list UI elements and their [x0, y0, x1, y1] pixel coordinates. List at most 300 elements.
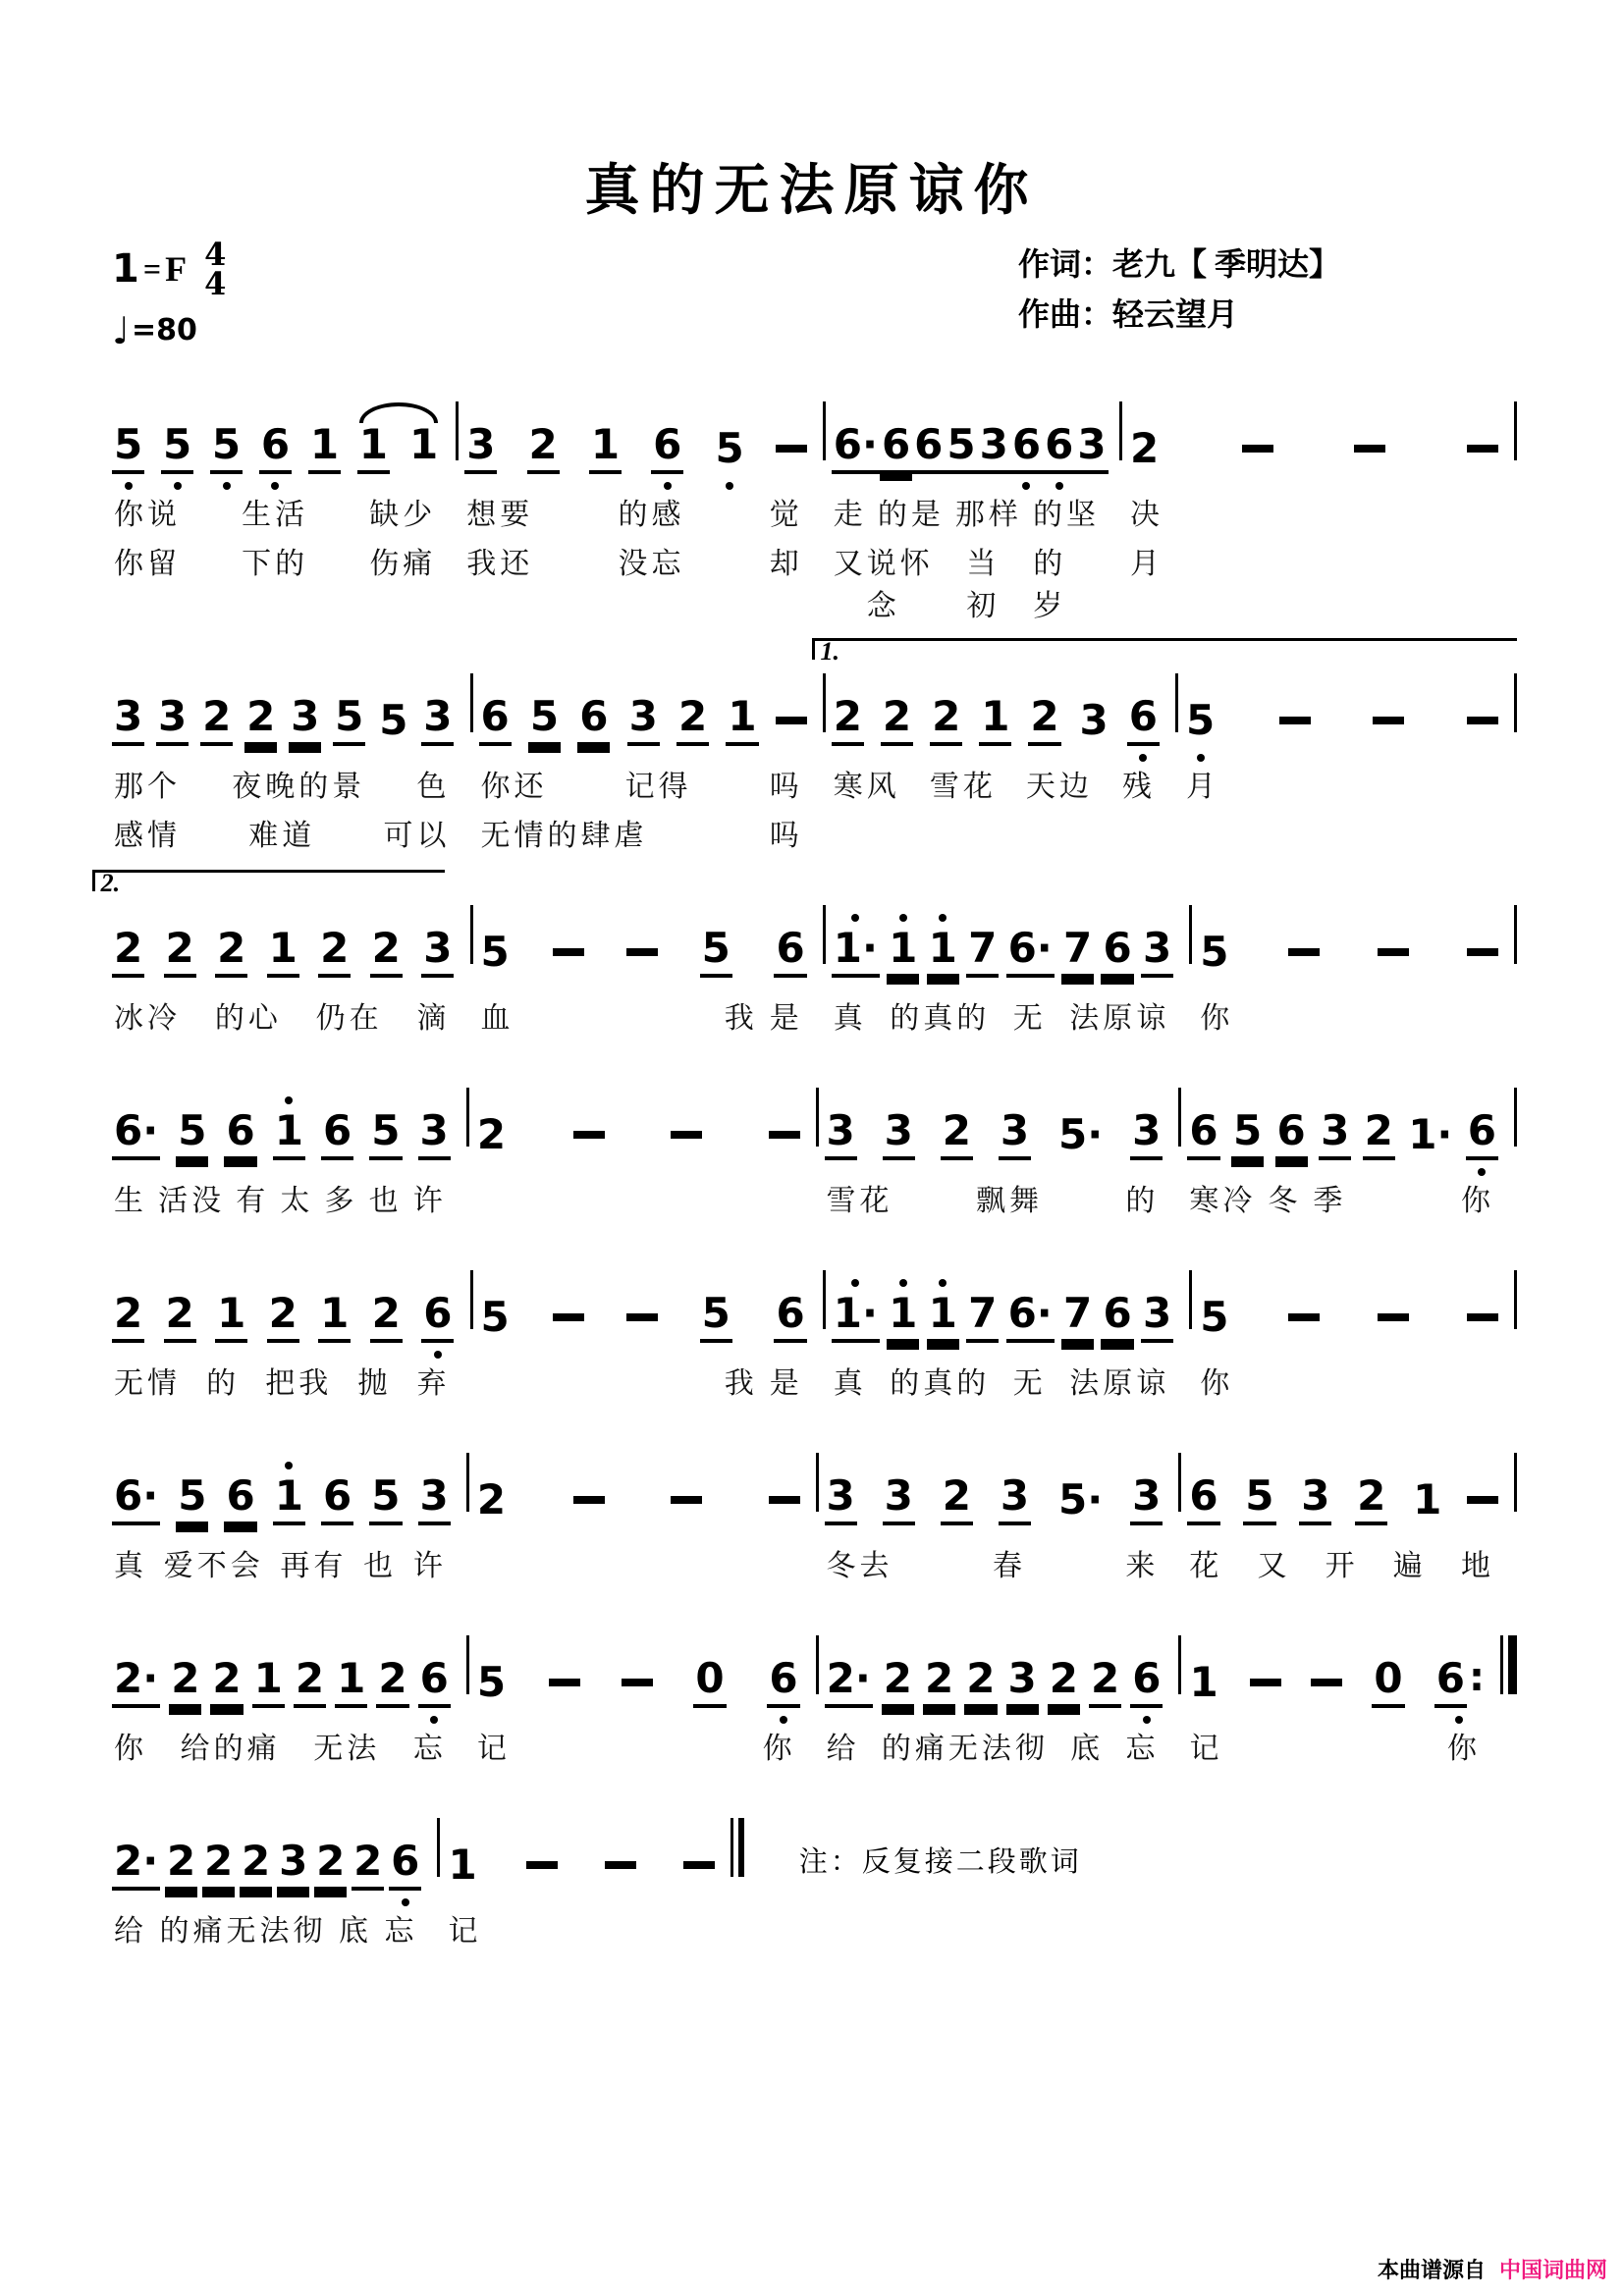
note-digit: 2·: [112, 1658, 160, 1708]
notes-row: [1192, 901, 1514, 993]
note-digit: 1: [252, 1658, 285, 1708]
volta-bracket: 2.: [92, 870, 445, 891]
notes-row: [469, 1084, 816, 1176]
lyric-line: [1122, 539, 1514, 588]
note-digit: 1: [589, 424, 622, 474]
lyric-word: 没忘: [618, 547, 685, 580]
lyric-line: [469, 1541, 816, 1590]
barline: [1514, 673, 1517, 732]
lyric-group: [725, 1362, 803, 1408]
note: [475, 1657, 508, 1708]
note: [1406, 1109, 1454, 1160]
note: [200, 691, 233, 746]
lyric-word: 生活: [242, 498, 309, 531]
lyric-word: 又: [833, 547, 867, 580]
note: [389, 1836, 421, 1891]
note-digit: 5: [1200, 927, 1229, 976]
notes-row: [1178, 669, 1514, 762]
lyric-line: [473, 993, 823, 1042]
lyric-word: 生: [114, 1184, 147, 1217]
note-digit: 5: [1200, 1292, 1229, 1341]
notes-row: [106, 1631, 466, 1724]
octave-dot-high: [285, 1096, 293, 1104]
notes-row: [826, 1266, 1190, 1359]
note: [1127, 691, 1160, 746]
note: [165, 1836, 197, 1891]
octave-dot-low: [223, 482, 231, 490]
note-digit: 5: [369, 1475, 402, 1525]
key-signature: [112, 236, 227, 303]
notes-row: [1181, 1449, 1514, 1541]
note-digit: 2: [202, 1841, 235, 1891]
octave-dot-low: [125, 482, 133, 490]
song-title: 真的无法原谅你: [584, 161, 1039, 222]
note-digit: 2: [200, 696, 233, 746]
measure: [473, 901, 823, 1042]
note-digit: 6: [1101, 1293, 1133, 1343]
note: [941, 1470, 973, 1525]
lyric-word: 残: [1121, 770, 1156, 803]
lyric-line: [106, 762, 470, 811]
notes-row: [106, 1814, 437, 1906]
note-digit: 5: [700, 928, 732, 978]
duration-dash: [1467, 1496, 1498, 1504]
measure: [826, 398, 1119, 628]
note: [825, 1470, 857, 1525]
note: [1372, 1653, 1404, 1708]
lyric-word: 你: [1200, 1366, 1234, 1400]
note-digit: 2: [370, 928, 403, 978]
note: [479, 927, 512, 978]
note: [883, 1105, 915, 1160]
note-digit: 2·: [112, 1841, 160, 1891]
note-digit: 2: [1355, 1475, 1387, 1525]
note: [112, 1653, 160, 1708]
note-digit: 6: [577, 696, 610, 746]
note: [1130, 1470, 1163, 1525]
note-digit: 3: [418, 1110, 451, 1160]
lyric-word: 月: [1130, 547, 1163, 580]
lyric-word: 无情的肆虐: [480, 819, 648, 852]
note: [1198, 1292, 1230, 1343]
measure: [469, 1449, 816, 1590]
measure: [819, 1084, 1179, 1225]
lyric-word: 忘: [1125, 1732, 1160, 1765]
note-digit: 6: [1127, 696, 1160, 746]
header-row: [106, 236, 1517, 352]
note: [713, 423, 745, 474]
note-digit: 6: [774, 1293, 806, 1343]
lyric-line: [819, 1541, 1179, 1590]
note-digit: 2: [267, 1293, 299, 1343]
measure: [106, 1814, 437, 1955]
lyric-word: 的痛无法彻: [881, 1732, 1049, 1765]
notes-row: [826, 901, 1190, 993]
note: [464, 419, 497, 474]
notes-row: [469, 1449, 816, 1541]
lyric-line: [1181, 1176, 1514, 1225]
note: [164, 1288, 196, 1343]
lyric-word: 又: [1257, 1549, 1291, 1582]
lyric-word: 记: [476, 1732, 511, 1765]
note: [318, 923, 351, 978]
octave-dot-low: [1143, 1716, 1151, 1724]
lyric-word: 许: [412, 1184, 447, 1217]
note: [945, 419, 977, 474]
lyric-word: 说怀念: [866, 547, 934, 623]
notes-row: [440, 1814, 730, 1906]
measure: [1192, 901, 1514, 1042]
duration-dash: [1373, 717, 1404, 724]
note: [527, 419, 560, 474]
lyric-line: [1122, 490, 1514, 539]
measure: [459, 398, 823, 588]
lyric-line: [1192, 1359, 1514, 1408]
note-digit: 5: [480, 927, 510, 976]
duration-dash: [553, 1313, 584, 1321]
lyric-word: 真: [114, 1549, 147, 1582]
note: [1319, 1105, 1351, 1160]
octave-dot-low: [174, 482, 182, 490]
score: [100, 398, 1517, 1955]
measure: [106, 901, 470, 1042]
source-site-link[interactable]: 中国词曲网: [1498, 2258, 1607, 2282]
note-digit: 3: [999, 1475, 1031, 1525]
note: [418, 1470, 451, 1525]
octave-dot-high: [285, 1462, 293, 1469]
note: [267, 923, 299, 978]
note: [1466, 1105, 1498, 1160]
note: [832, 691, 864, 746]
system: [106, 398, 1517, 628]
note-digit: 3: [1130, 1475, 1163, 1525]
lyric-word: 给的痛: [180, 1732, 281, 1765]
note: [930, 691, 962, 746]
measure: [106, 1631, 466, 1773]
note-digit: 1: [979, 696, 1011, 746]
lyric-word: 缺少: [369, 498, 437, 531]
note-digit: 6: [321, 1475, 353, 1525]
measure: [473, 669, 823, 860]
lyric-word: 你: [1460, 1184, 1494, 1217]
note: [112, 691, 144, 746]
note: [964, 1653, 997, 1708]
note: [369, 1470, 402, 1525]
duration-dash: [671, 1131, 702, 1139]
lyric-word: 寒冷: [1189, 1184, 1257, 1217]
note-digit: 2: [318, 928, 351, 978]
note: [479, 691, 512, 746]
lyric-word: 夜晚的景: [232, 770, 366, 803]
note: [700, 1288, 732, 1343]
octave-dot-low: [1455, 1716, 1463, 1724]
notes-row: [459, 398, 823, 490]
note: [314, 1836, 347, 1891]
note: [887, 1288, 919, 1343]
measure: [106, 669, 470, 860]
lyric-word: 花: [1189, 1549, 1223, 1582]
lyric-word: 法原谅: [1069, 1001, 1170, 1035]
note-digit: 2: [164, 1293, 196, 1343]
note-digit: 5·: [1058, 1109, 1104, 1158]
lyric-line: [826, 1359, 1190, 1408]
note: [289, 691, 321, 746]
note: [651, 419, 683, 474]
measure: [1181, 1631, 1500, 1773]
note-digit: 2: [210, 1658, 243, 1708]
note-digit: 2: [352, 1841, 384, 1891]
lyric-word: 的: [1125, 1184, 1160, 1217]
measure: [1181, 1449, 1514, 1590]
note: [321, 1105, 353, 1160]
measure: [1192, 1266, 1514, 1408]
lyric-word: 地: [1460, 1549, 1494, 1582]
note: [215, 923, 247, 978]
lyric-word: 你: [1447, 1732, 1481, 1765]
note: [832, 923, 880, 978]
note-digit: 1: [215, 1293, 247, 1343]
lyric-word: 你说: [114, 498, 181, 531]
note: [224, 1105, 256, 1160]
octave-dot-low: [1022, 482, 1030, 490]
lyric-word: 来: [1125, 1549, 1160, 1582]
lyric-word: 你留: [114, 547, 181, 580]
note: [1141, 923, 1173, 978]
note: [1048, 1653, 1080, 1708]
lyric-line: [106, 811, 470, 860]
quarter-note-icon: ♩: [112, 308, 130, 352]
note-digit: 3: [999, 1110, 1031, 1160]
note-digit: 3: [464, 424, 497, 474]
lyric-word: 仍在: [315, 1001, 383, 1035]
note-digit: 2: [244, 696, 277, 746]
measure: [819, 1631, 1179, 1773]
source-prefix: 本曲谱源自: [1377, 2258, 1486, 2282]
lyric-word: 的真的: [890, 1366, 991, 1400]
measure: [473, 1266, 823, 1408]
note: [273, 1105, 305, 1160]
octave-dot-high: [851, 1279, 859, 1287]
note: [1061, 923, 1094, 978]
note-digit: 3: [289, 696, 321, 746]
note-digit: 7: [966, 928, 999, 978]
note: [774, 923, 806, 978]
note-digit: 6: [1275, 1110, 1308, 1160]
note: [421, 1288, 454, 1343]
note-digit: 6: [1010, 424, 1043, 474]
note-digit: 2: [964, 1658, 997, 1708]
note: [693, 1653, 726, 1708]
note: [978, 419, 1010, 474]
lyricist-credit: 作词：老九【 季明达】: [1017, 246, 1340, 282]
notes-row: [106, 901, 470, 993]
lyric-word: 活没: [158, 1184, 226, 1217]
note-digit: 2: [215, 928, 247, 978]
lyric-word: 开: [1325, 1549, 1359, 1582]
note-digit: 6: [1043, 424, 1075, 474]
measure: [469, 1631, 816, 1773]
lyric-word: 难道: [248, 819, 316, 852]
note-digit: 2: [112, 928, 144, 978]
duration-dash: [769, 1131, 800, 1139]
final-barline-thin: [730, 1818, 733, 1877]
duration-dash: [626, 1313, 658, 1321]
note: [215, 1288, 247, 1343]
note-digit: 5·: [1058, 1474, 1104, 1523]
note: [577, 691, 610, 746]
note: [1275, 1105, 1308, 1160]
lyric-word: 当初: [966, 547, 1001, 623]
notes-row: [106, 1266, 470, 1359]
repeat-colon: :: [1468, 1654, 1485, 1700]
lyric-line: [106, 1906, 437, 1955]
note: [627, 691, 660, 746]
lyric-word: 雪花: [826, 1184, 893, 1217]
note-digit: 2: [1363, 1110, 1395, 1160]
octave-dot-high: [899, 914, 907, 922]
lyric-line: [459, 490, 823, 539]
lyric-word: 无: [1012, 1366, 1047, 1400]
note: [966, 1288, 999, 1343]
note: [252, 1653, 285, 1708]
tempo-marking: [112, 309, 226, 352]
octave-dot-high: [939, 914, 947, 922]
note: [112, 1470, 160, 1525]
lyric-word: 记得: [624, 770, 692, 803]
note-digit: 3: [1079, 695, 1109, 744]
lyric-line: [106, 1541, 466, 1590]
duration-dash: [549, 1679, 580, 1686]
lyric-line: [1181, 1724, 1500, 1773]
duration-dash: [526, 1861, 558, 1869]
duration-dash: [1288, 1313, 1320, 1321]
note: [156, 691, 189, 746]
note: [202, 1836, 235, 1891]
note: [277, 1836, 309, 1891]
note-digit: 5: [700, 1293, 732, 1343]
key-signature-block: [106, 236, 227, 352]
note-digit: 2: [169, 1658, 201, 1708]
lyric-word: 吗: [769, 770, 803, 803]
note: [825, 1105, 857, 1160]
lyric-line: [106, 1176, 466, 1225]
notes-row: [826, 398, 1119, 490]
note-digit: 6: [224, 1110, 256, 1160]
lyric-word: 的是: [877, 498, 945, 531]
lyric-line: [106, 993, 470, 1042]
note: [259, 419, 292, 474]
lyric-word: 无法: [313, 1732, 381, 1765]
note-digit: 2: [314, 1841, 347, 1891]
note-digit: 2: [370, 1293, 403, 1343]
lyric-word: 感情: [114, 819, 181, 852]
note-digit: 3: [883, 1475, 915, 1525]
note-digit: 2: [527, 424, 560, 474]
note-digit: 6·: [1006, 1293, 1055, 1343]
note-digit: 3: [1141, 1293, 1173, 1343]
note-digit: 2: [882, 1658, 914, 1708]
note: [1130, 1105, 1163, 1160]
note-digit: 1: [335, 1658, 367, 1708]
note-digit: 5: [1186, 695, 1216, 744]
lyric-word: 可以: [383, 819, 451, 852]
note-digit: 1: [273, 1110, 305, 1160]
lyric-group: [763, 1728, 796, 1773]
note: [767, 1653, 799, 1708]
note-digit: 2: [240, 1841, 272, 1891]
lyric-word: 真: [833, 1366, 867, 1400]
note: [377, 695, 409, 746]
note-digit: 1: [318, 1293, 351, 1343]
lyric-group: [477, 1728, 511, 1773]
note: [1299, 1470, 1331, 1525]
duration-dash: [683, 1861, 715, 1869]
note-digit: 1: [357, 424, 390, 474]
note-digit: 3: [825, 1110, 857, 1160]
note: [880, 419, 912, 474]
note: [999, 1105, 1031, 1160]
lyric-line: [1192, 993, 1514, 1042]
note-digit: 3: [421, 928, 454, 978]
measure: [819, 1449, 1179, 1590]
note-digit: 0: [693, 1658, 726, 1708]
duration-dash: [573, 1496, 605, 1504]
note-digit: 1·: [832, 1293, 880, 1343]
measure: [106, 1084, 466, 1225]
note: [112, 1288, 144, 1343]
octave-dot-low: [780, 1716, 787, 1724]
lyric-word: 太: [280, 1184, 314, 1217]
notes-row: [473, 669, 823, 762]
lyric-word: 有: [236, 1184, 270, 1217]
measure: [1122, 398, 1514, 588]
note-digit: 7: [966, 1293, 999, 1343]
note: [887, 923, 919, 978]
notes-row: [1192, 1266, 1514, 1359]
lyric-group: [481, 997, 514, 1042]
note: [176, 1470, 208, 1525]
lyric-word: 吗: [769, 819, 803, 852]
lyric-word: 我还: [466, 547, 534, 580]
lyric-word: 也: [368, 1184, 403, 1217]
note: [832, 419, 880, 474]
note-digit: 2: [930, 696, 962, 746]
note: [941, 1105, 973, 1160]
note-digit: 2: [164, 928, 196, 978]
note: [1101, 1288, 1133, 1343]
notes-row: [1181, 1631, 1500, 1724]
measure: [826, 901, 1190, 1042]
lyric-word: 你: [762, 1732, 796, 1765]
measure: [440, 1814, 730, 1955]
note-digit: 2: [476, 1109, 507, 1158]
note-digit: 6: [389, 1841, 421, 1891]
note-digit: 3: [277, 1841, 309, 1891]
duration-dash: [671, 1496, 702, 1504]
lyric-word: 的痛无法彻: [159, 1914, 327, 1948]
note: [1075, 419, 1108, 474]
duration-dash: [626, 948, 658, 956]
duration-dash: [1378, 1313, 1409, 1321]
notes-row: [819, 1631, 1179, 1724]
octave-dot-low: [726, 482, 733, 490]
lyric-word: 无: [1012, 1001, 1047, 1035]
lyric-line: [106, 539, 456, 588]
measure: [826, 1266, 1190, 1408]
note-digit: 6: [321, 1110, 353, 1160]
note-digit: 6: [1187, 1110, 1219, 1160]
lyric-word: 也: [363, 1549, 398, 1582]
